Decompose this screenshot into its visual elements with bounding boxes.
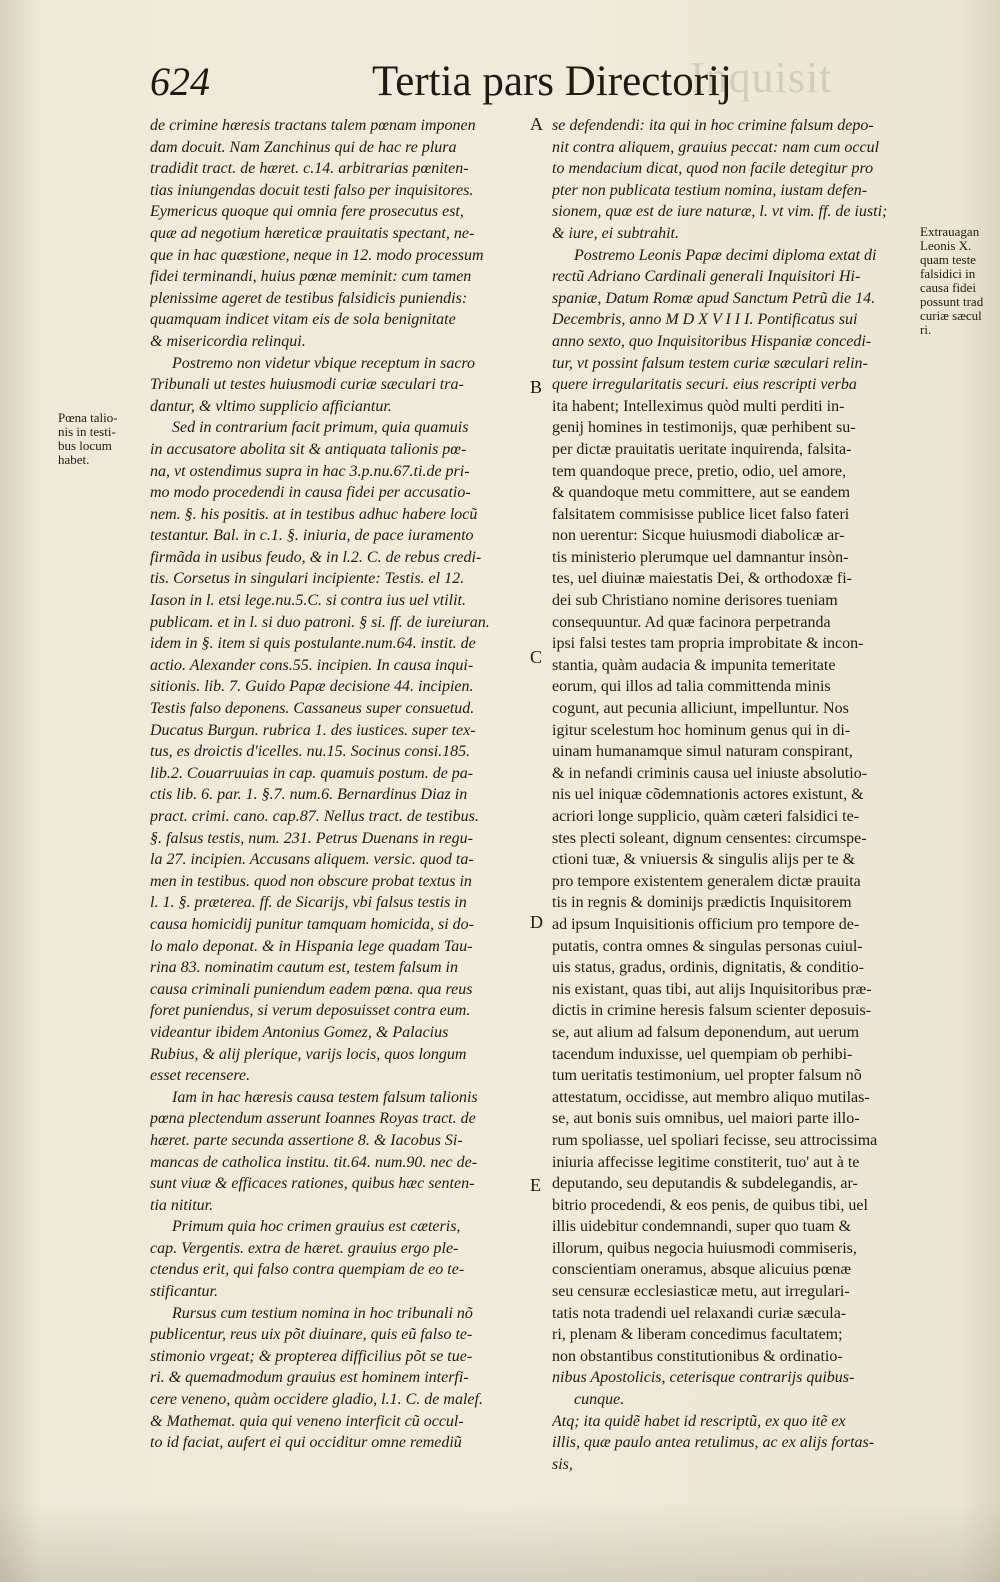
text-line: tis ministerio plerumque uel damnantur insòn- bbox=[552, 548, 849, 566]
text-line: actio. Alexander cons.55. incipien. In causa inqui- bbox=[150, 656, 474, 674]
text-line: attestatum, occidisse, aut membro aliquo mutilas- bbox=[552, 1088, 870, 1106]
text-line: tum ueritatis testimonium, uel propter falsum nõ bbox=[552, 1067, 862, 1085]
text-line: la 27. incipien. Accusans aliquem. versic. quod ta- bbox=[150, 851, 474, 869]
text-line: videantur ibidem Antonius Gomez, & Palacius bbox=[150, 1023, 449, 1041]
text-line: nem. §. his positis. at in testibus adhuc habere locũ bbox=[150, 505, 478, 523]
text-line: tradidit tract. de hæret. c.14. arbitrarias pœniten- bbox=[150, 160, 469, 178]
margin-note-line: bus locum bbox=[58, 438, 112, 453]
text-line: ctendus erit, qui falso contra quempiam de eo te- bbox=[150, 1261, 465, 1279]
text-line: sis, bbox=[552, 1455, 573, 1473]
section-letter-e: E bbox=[530, 1175, 541, 1195]
text-line: pro tempore existentem generalem dictæ prauita bbox=[552, 872, 861, 890]
text-line: conscientiam oneramus, absque alicuius pœnæ bbox=[552, 1261, 852, 1279]
text-line: illis, quæ paulo antea retulimus, ac ex alijs fortas- bbox=[552, 1434, 875, 1452]
text-line: to mendacium dicat, quod non facile detegitur pro bbox=[552, 160, 874, 178]
text-line: ri. & quemadmodum grauius est hominem interfi- bbox=[150, 1369, 469, 1387]
text-line: to id faciat, aufert ei qui occiditur omne remediũ bbox=[150, 1434, 462, 1452]
text-line: seu censuræ ecclesiasticæ metu, aut irregulari- bbox=[552, 1283, 850, 1301]
text-line: l. 1. §. præterea. ff. de Sicarijs, vbi falsus testis in bbox=[150, 894, 467, 912]
text-line: dictis in crimine heresis falsum scienter deposuis- bbox=[552, 1002, 872, 1020]
text-line: de crimine hæresis tractans talem pœnam imponen bbox=[150, 117, 476, 134]
margin-note-line: curiæ sæcul bbox=[920, 308, 982, 323]
text-line: uinam humanamque simul naturam conspirant, bbox=[552, 743, 853, 761]
text-line: non obstantibus constitutionibus & ordinatio- bbox=[552, 1347, 843, 1365]
text-line: quæ ad negotium hæreticæ prauitatis spectant, ne- bbox=[150, 224, 475, 242]
page-shadow bbox=[0, 1500, 1000, 1582]
text-line: Rubius, & alij plerique, varijs locis, quos longum bbox=[150, 1045, 467, 1063]
text-line: firmãda in usibus feudo, & in l.2. C. de rebus credi- bbox=[150, 548, 482, 566]
text-line: foret puniendus, si verum deposuisset contra eum. bbox=[150, 1002, 471, 1020]
margin-note-line: Pœna talio- bbox=[58, 410, 118, 425]
section-letter-d: D bbox=[530, 912, 543, 932]
text-line: nit contra aliquem, grauius peccat: nam cum occul bbox=[552, 138, 880, 156]
text-line: Primum quia hoc crimen grauius est cæteris, bbox=[172, 1218, 461, 1236]
text-line: nibus Apostolicis, ceterisque contrarijs quibus- bbox=[552, 1369, 855, 1387]
text-line: ctis lib. 6. par. 1. §.7. num.6. Bernardinus Diaz in bbox=[150, 786, 468, 804]
text-line: Iason in l. etsi lege.nu.5.C. si contra ius uel vtilit. bbox=[150, 592, 466, 610]
text-line: pœna plectendum asserunt Ioannes Royas tract. de bbox=[150, 1110, 476, 1128]
text-line: consequuntur. Ad quæ facinora perpetranda bbox=[552, 613, 831, 631]
text-line: Ducatus Burgun. rubrica 1. des iustices. super tex- bbox=[150, 721, 476, 739]
text-line: rum spoliasse, uel spoliari fecisse, seu attrocissima bbox=[552, 1131, 878, 1149]
text-line: sionem, quæ est de iure naturæ, l. vt vim. ff. de iusti; bbox=[552, 203, 888, 221]
text-line: cere veneno, quàm occidere gladio, l.1. C. de malef. bbox=[150, 1391, 483, 1409]
text-line: men in testibus. quod non obscure probat textus in bbox=[150, 872, 472, 890]
text-line: & in nefandi criminis causa uel iniuste absolutio- bbox=[552, 764, 868, 782]
text-line: nis uel iniquæ cõdemnationis actores existunt, & bbox=[552, 786, 864, 804]
text-line: tes, uel diuinæ maiestatis Dei, & orthodoxæ fi- bbox=[552, 570, 852, 588]
text-line: eorum, qui illos ad talia committenda minis bbox=[552, 678, 831, 696]
text-line: cogunt, aut pecunia alliciunt, impelluntur. Nos bbox=[552, 700, 849, 718]
text-line: Sed in contrarium facit primum, quia quamuis bbox=[172, 419, 469, 437]
text-line: causa criminali puniendum eadem pœna. qua reus bbox=[150, 980, 473, 998]
text-line: mo modo procedendi in causa fidei per accusatio- bbox=[150, 484, 471, 502]
show-through-text: Inquisit bbox=[690, 53, 833, 102]
text-line: Tribunali ut testes huiusmodi curiæ sæculari tra- bbox=[150, 376, 464, 394]
margin-note-line: falsidici in bbox=[920, 266, 976, 281]
left-text-column bbox=[150, 115, 525, 1454]
text-line: esset recensere. bbox=[150, 1067, 251, 1085]
text-line: sunt viuæ & efficaces rationes, quibus hæc senten- bbox=[150, 1175, 475, 1193]
text-line: ctioni tuæ, & vniuersis & singulis alijs per te & bbox=[552, 851, 856, 869]
text-line: dei sub Christiano nomine derisores tueniam bbox=[552, 592, 838, 610]
text-line: §. falsus testis, num. 231. Petrus Duenans in regu- bbox=[150, 829, 473, 847]
text-line: se, aut alium ad falsum deponendum, aut uerum bbox=[552, 1023, 860, 1041]
margin-note-line: Extrauagan bbox=[920, 225, 980, 239]
margin-note-line: quam teste bbox=[920, 252, 976, 267]
text-line: stimonio vrgeat; & propterea difficilius põt se tue- bbox=[150, 1347, 473, 1365]
text-line: Atq; ita quidẽ habet id rescriptũ, ex quo itẽ ex bbox=[552, 1412, 846, 1430]
text-line: tis. Corsetus in singulari incipiente: Testis. el 12. bbox=[150, 570, 465, 588]
text-line: publicam. et in l. si duo patroni. § si. ff. de iureiuran. bbox=[150, 613, 490, 631]
text-line: pract. crimi. cano. cap.87. Nellus tract. de testibus. bbox=[150, 808, 479, 825]
text-line: igitur scelestum hoc hominum genus qui in di- bbox=[552, 721, 851, 739]
text-line: acriori longe supplicio, quàm cæteri falsidici te- bbox=[552, 808, 860, 825]
text-line: sitionis. lib. 7. Guido Papæ decisione 44. incipien. bbox=[150, 678, 474, 696]
text-line: quere irregularitatis securi. eius rescripti verba bbox=[552, 376, 857, 394]
margin-note-line: Leonis X. bbox=[920, 238, 972, 253]
text-line: Postremo Leonis Papæ decimi diploma extat di bbox=[574, 246, 877, 264]
text-line: tus, es droictis d'icelles. nu.15. Socinus consi.185. bbox=[150, 743, 471, 761]
text-line: cunque. bbox=[574, 1391, 625, 1409]
text-line: mancas de catholica institu. tit.64. num.90. nec de- bbox=[150, 1153, 478, 1171]
text-line: anno sexto, quo Inquisitoribus Hispaniæ concedi- bbox=[552, 332, 872, 350]
text-line: tatis nota tradendi uel relaxandi curiæ sæcula- bbox=[552, 1304, 847, 1322]
running-title: Tertia pars Directorij bbox=[372, 58, 732, 105]
text-line: non uerentur: Sicque huiusmodi diabolicæ ar- bbox=[552, 527, 845, 545]
text-line: tia nititur. bbox=[150, 1196, 214, 1214]
text-line: fidei terminandi, huius pœnæ meminit: cum tamen bbox=[150, 268, 472, 286]
text-line: spaniæ, Datum Romæ apud Sanctum Petrũ die 14. bbox=[552, 289, 876, 307]
text-line: tacendum induxisse, uel quempiam ob perhibi- bbox=[552, 1045, 853, 1063]
right-text-column bbox=[552, 115, 922, 1475]
margin-note-line: habet. bbox=[58, 452, 90, 467]
text-line: dantur, & vltimo supplicio afficiantur. bbox=[150, 397, 392, 415]
text-line: publicentur, reus uix põt diuinare, quis eũ falso te- bbox=[150, 1326, 473, 1344]
text-line: lo malo deponat. & in Hispania lege quadam Tau- bbox=[150, 937, 473, 955]
text-line: Postremo non videtur vbique receptum in sacro bbox=[172, 354, 476, 372]
text-line: illis uidebitur condemnandi, super quo tuam & bbox=[552, 1218, 852, 1236]
text-line: dam docuit. Nam Zanchinus qui de hac re plura bbox=[150, 138, 457, 156]
text-line: iniuria affecisse legitime constiterit, tuo' aut à te bbox=[552, 1153, 860, 1171]
text-line: putatis, contra omnes & singulas personas cuiul- bbox=[552, 937, 863, 955]
text-line: bitrio procedendi, & eos penis, de quibus tibi, uel bbox=[552, 1196, 868, 1214]
text-line: idem in §. item si quis postulante.num.64. instit. de bbox=[150, 635, 476, 653]
text-line: quamquam indicet vitam eis de sola benignitate bbox=[150, 311, 456, 329]
text-line: & quandoque metu committere, aut se eandem bbox=[552, 484, 851, 502]
text-line: falsitatem commisisse publice licet falso fateri bbox=[552, 505, 850, 523]
right-margin-note bbox=[920, 225, 1000, 337]
text-line: que in hac quæstione, neque in 12. modo processum bbox=[150, 246, 484, 264]
text-line: causa homicidij punitur tamquam homicida, si do- bbox=[150, 915, 474, 933]
text-line: rectũ Adriano Cardinali generali Inquisitori Hi- bbox=[552, 268, 861, 286]
margin-note-line: ri. bbox=[920, 322, 932, 337]
margin-note-line: causa fidei bbox=[920, 280, 976, 295]
text-line: Rursus cum testium nomina in hoc tribunali nõ bbox=[172, 1304, 473, 1322]
text-line: se defendendi: ita qui in hoc crimine falsum depo- bbox=[552, 117, 874, 134]
left-margin-note bbox=[58, 411, 138, 467]
text-line: Testis falso deponens. Cassaneus super consuetud. bbox=[150, 700, 475, 718]
section-letter-b: B bbox=[530, 377, 543, 397]
text-line: tias iniungendas docuit testi falso per inquisitores. bbox=[150, 181, 474, 199]
margin-note-line: nis in testi- bbox=[58, 424, 116, 439]
text-line: Decembris, anno M D X V I I I. Pontificatus sui bbox=[552, 311, 858, 329]
text-line: in accusatore abolita sit & antiquata talionis pœ- bbox=[150, 440, 467, 458]
text-line: uis status, gradus, ordinis, dignitatis, & conditio- bbox=[552, 959, 864, 977]
text-line: nis existant, quas tibi, aut alijs Inquisitoribus præ- bbox=[552, 980, 872, 998]
margin-note-line: possunt trad bbox=[920, 294, 984, 309]
text-line: ad ipsum Inquisitionis officium pro tempore de- bbox=[552, 915, 860, 933]
text-line: illorum, quibus negocia huiusmodi commiseris, bbox=[552, 1239, 857, 1257]
page-number: 624 bbox=[150, 59, 210, 104]
text-line: tis in regnis & dominijs prædictis Inquisitorem bbox=[552, 894, 852, 912]
text-line: Eymericus quoque qui omnia fere prosecutus est, bbox=[150, 203, 464, 221]
text-line: genij homines in testimonijs, quæ perhibent su- bbox=[552, 419, 856, 437]
text-line: & misericordia relinqui. bbox=[150, 332, 306, 350]
text-line: se, aut bonis suis omnibus, uel maiori parte illo- bbox=[552, 1110, 860, 1128]
text-line: ipsi falsi testes tam propria improbitate & incon- bbox=[552, 635, 864, 653]
text-line: tem quandoque prece, pretio, odio, uel amore, bbox=[552, 462, 847, 480]
text-line: ri, plenam & liberam concedimus facultatem; bbox=[552, 1326, 843, 1344]
text-line: lib.2. Couarruuias in cap. quamuis postum. de pa- bbox=[150, 764, 474, 782]
text-line: deputando, seu deputandis & subdelegandis, ar- bbox=[552, 1175, 858, 1193]
text-line: & Mathemat. quia qui veneno interficit cũ occul- bbox=[150, 1412, 464, 1430]
text-line: hæret. parte secunda assertione 8. & Iacobus Si- bbox=[150, 1131, 463, 1149]
text-line: na, vt ostendimus supra in hac 3.p.nu.67.ti.de pri- bbox=[150, 462, 470, 480]
text-line: per dictæ prauitatis ueritate inquirenda, falsita- bbox=[552, 440, 852, 458]
text-line: & iure, ei subtrahit. bbox=[552, 224, 679, 242]
text-line: rina 83. nominatim cautum est, testem falsum in bbox=[150, 959, 458, 977]
text-line: stificantur. bbox=[150, 1283, 219, 1301]
text-line: ita habent; Intelleximus quòd multi perditi in- bbox=[552, 397, 845, 415]
text-line: Iam in hac hæresis causa testem falsum talionis bbox=[172, 1088, 478, 1106]
section-letter-a: A bbox=[530, 114, 543, 134]
text-line: tur, vt possint falsum testem curiæ sæculari relin- bbox=[552, 354, 868, 372]
text-line: plenissime ageret de testibus falsidicis puniendis: bbox=[150, 289, 468, 307]
text-line: pter non publicata testium nomina, iustam defen- bbox=[552, 181, 868, 199]
text-line: cap. Vergentis. extra de hæret. grauius ergo ple- bbox=[150, 1239, 459, 1257]
section-letter-c: C bbox=[530, 647, 543, 667]
text-line: testantur. Bal. in c.1. §. iniuria, de pace iuramento bbox=[150, 527, 474, 545]
text-line: stantia, quàm audacia & impunita temeritate bbox=[552, 656, 836, 674]
text-line: stes plecti soleant, dignum censentes: circumspe- bbox=[552, 829, 867, 847]
